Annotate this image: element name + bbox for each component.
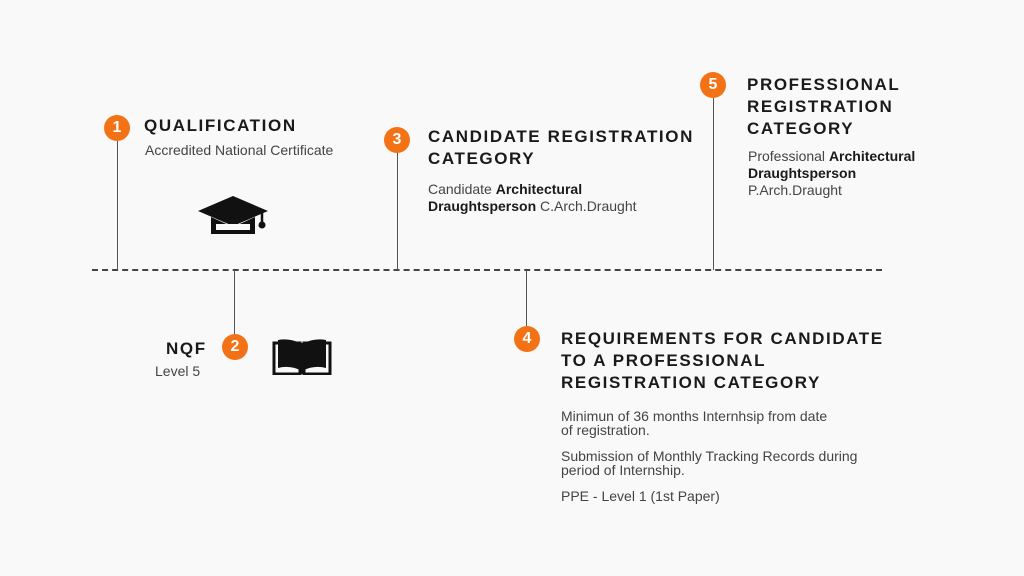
step-2-title: NQF (166, 339, 207, 358)
step-5-desc-bold-2: Draughtsperson (748, 165, 857, 181)
step-3-desc-bold-2: Draughtsperson (428, 198, 537, 214)
connector-line-3 (397, 152, 398, 270)
connector-line-5 (713, 98, 714, 270)
step-5-title (747, 74, 900, 140)
graduation-cap-icon (196, 194, 270, 238)
requirement-1 (561, 409, 827, 437)
step-3-title-line-1: CANDIDATE REGISTRATION (428, 127, 694, 146)
requirement-2-line-2: period of Internship. (561, 462, 685, 478)
step-4-title-line-1: REQUIREMENTS FOR CANDIDATE (561, 329, 884, 348)
step-3-title-line-2: CATEGORY (428, 149, 536, 168)
step-3-desc-suffix: C.Arch.Draught (540, 198, 637, 214)
step-3-title (428, 126, 694, 170)
open-book-icon (272, 338, 332, 375)
connector-line-4 (526, 270, 527, 326)
timeline-axis (92, 269, 882, 271)
step-5-title-line-1: PROFESSIONAL (747, 75, 901, 94)
step-3-desc-bold: Architectural (495, 181, 583, 197)
step-1-subtitle: Accredited National Certificate (145, 142, 334, 158)
requirement-3 (561, 489, 720, 503)
requirement-1-line-1: Minimun of 36 months Internhsip from date (561, 408, 828, 424)
step-5-desc-bold: Architectural (828, 148, 916, 164)
step-5-badge: 5 (700, 72, 726, 98)
step-4-title-line-3: REGISTRATION CATEGORY (561, 373, 821, 392)
step-4-title-line-2: TO A PROFESSIONAL (561, 351, 767, 370)
step-4-title (561, 328, 884, 394)
step-5-title-line-3: CATEGORY (747, 119, 855, 138)
step-3-description (428, 181, 637, 215)
requirement-2 (561, 449, 857, 477)
requirement-1-line-2: of registration. (561, 422, 650, 438)
step-4-badge: 4 (514, 326, 540, 352)
step-2-subtitle: Level 5 (155, 363, 201, 379)
step-5-description (748, 148, 915, 199)
connector-line-1 (117, 140, 118, 270)
step-5-desc-prefix: Professional (748, 148, 826, 164)
step-3-badge: 3 (384, 127, 410, 153)
step-3-desc-prefix: Candidate (428, 181, 492, 197)
step-1-badge: 1 (104, 115, 130, 141)
connector-line-2 (234, 270, 235, 335)
step-5-title-line-2: REGISTRATION (747, 97, 894, 116)
step-1-title: QUALIFICATION (144, 116, 297, 135)
step-5-desc-suffix: P.Arch.Draught (748, 182, 842, 198)
step-2-badge: 2 (222, 334, 248, 360)
requirement-2-line-1: Submission of Monthly Tracking Records during (561, 448, 858, 464)
requirement-3-line-1: PPE - Level 1 (1st Paper) (561, 488, 720, 504)
